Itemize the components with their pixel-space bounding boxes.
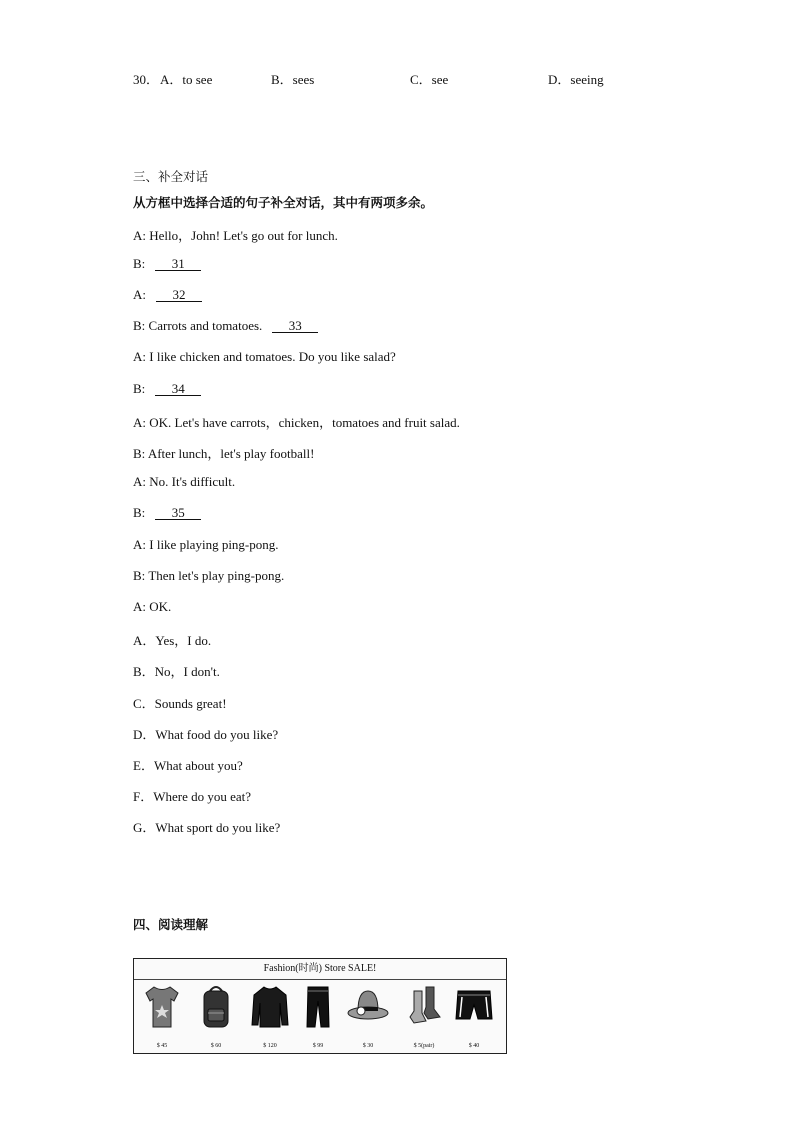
dialogue-line [133, 349, 396, 365]
line-text: Then let's play ping-pong. [148, 568, 285, 583]
option-letter: A． [160, 72, 183, 87]
choice-a [133, 630, 211, 649]
answer-blank-33[interactable]: 33 [272, 319, 318, 333]
store-item [450, 983, 498, 1051]
choice-c [133, 693, 227, 712]
line-text: I like chicken and tomatoes. Do you like salad? [149, 349, 396, 364]
speaker: A: [133, 228, 146, 243]
line-text: After lunch，let's play football! [147, 446, 315, 461]
choice-d [133, 724, 278, 743]
option-text: see [431, 72, 449, 87]
store-item [138, 983, 186, 1051]
item-price: $ 60 [210, 1043, 222, 1049]
line-text: OK. Let's have carrots，chicken，tomatoes and fruit salad. [149, 415, 460, 430]
store-title: Fashion(时尚) Store SALE! [134, 959, 506, 980]
option-letter: D． [548, 72, 571, 87]
store-item [246, 983, 294, 1051]
hat-icon [346, 983, 390, 1031]
option-text: sees [292, 72, 315, 87]
backpack-icon [196, 983, 236, 1031]
dialogue-line [133, 225, 338, 244]
speaker: B: [133, 318, 146, 333]
q30-number: 30． [133, 72, 160, 87]
q30-option-a [160, 69, 212, 88]
choice-b [133, 661, 220, 680]
choice-text: What about you? [153, 758, 243, 773]
trousers-icon [298, 983, 338, 1031]
dialogue-line [133, 443, 314, 462]
line-text: OK. [149, 599, 172, 614]
dialogue-line [133, 318, 318, 334]
speaker: B: [133, 381, 146, 396]
answer-blank-35[interactable]: 35 [155, 506, 201, 520]
speaker: B: [133, 505, 146, 520]
option-letter: B． [271, 72, 293, 87]
choice-letter: F． [133, 789, 154, 804]
dialogue-line [133, 474, 235, 490]
option-text: seeing [570, 72, 604, 87]
choice-f [133, 786, 251, 805]
item-price: $ 30 [362, 1043, 374, 1049]
q30-option-d [548, 69, 604, 88]
speaker: A: [133, 349, 146, 364]
socks-icon [404, 983, 444, 1031]
t-shirt-icon [142, 983, 182, 1031]
choice-text: No，I don't. [154, 664, 220, 679]
dialogue-line [133, 412, 460, 431]
choice-text: Sounds great! [154, 696, 227, 711]
line-text: Carrots and tomatoes. [148, 318, 263, 333]
dialogue-line [133, 599, 171, 615]
store-item [192, 983, 240, 1051]
line-text: No. It's difficult. [149, 474, 236, 489]
option-letter: C． [410, 72, 432, 87]
item-price: $ 120 [263, 1043, 277, 1049]
speaker: B: [133, 446, 146, 461]
speaker: B: [133, 256, 146, 271]
answer-blank-32[interactable]: 32 [156, 288, 202, 302]
item-price: $ 45 [156, 1043, 168, 1049]
choice-letter: B． [133, 664, 155, 679]
speaker: A: [133, 537, 146, 552]
item-price: $ 5(pair) [413, 1043, 435, 1049]
answer-blank-31[interactable]: 31 [155, 257, 201, 271]
store-sale-image [133, 958, 507, 1054]
choice-g [133, 817, 280, 836]
option-text: to see [182, 72, 213, 87]
dialogue-line [133, 505, 201, 521]
choice-text: What sport do you like? [155, 820, 281, 835]
section3-title: 三、补全对话 [133, 169, 209, 184]
store-item [344, 983, 392, 1051]
section3-instruction: 从方框中选择合适的句子补全对话，其中有两项多余。 [133, 195, 434, 210]
choice-letter: A． [133, 633, 156, 648]
speaker: A: [133, 474, 146, 489]
dialogue-line [133, 537, 279, 553]
choice-text: Yes，I do. [155, 633, 212, 648]
choice-letter: C． [133, 696, 155, 711]
store-item [400, 983, 448, 1051]
dialogue-line [133, 568, 284, 584]
speaker: A: [133, 415, 146, 430]
choice-text: Where do you eat? [153, 789, 252, 804]
section4-title: 四、阅读理解 [133, 917, 209, 932]
choice-letter: D． [133, 727, 156, 742]
item-price: $ 40 [468, 1043, 480, 1049]
line-text: Hello，John! Let's go out for lunch. [149, 228, 338, 243]
choice-letter: G． [133, 820, 156, 835]
dialogue-line [133, 287, 202, 303]
line-text: I like playing ping-pong. [149, 537, 279, 552]
item-price: $ 99 [312, 1043, 324, 1049]
q30-option-b [271, 69, 314, 88]
shorts-icon [452, 983, 496, 1031]
dialogue-line [133, 381, 201, 397]
speaker: B: [133, 568, 146, 583]
speaker: A: [133, 599, 146, 614]
choice-e [133, 755, 243, 774]
q30-option-c [410, 69, 448, 88]
speaker: A: [133, 287, 146, 302]
store-item [294, 983, 342, 1051]
sweater-icon [250, 983, 290, 1031]
answer-blank-34[interactable]: 34 [155, 382, 201, 396]
choice-letter: E． [133, 758, 154, 773]
dialogue-line [133, 256, 201, 272]
choice-text: What food do you like? [155, 727, 279, 742]
